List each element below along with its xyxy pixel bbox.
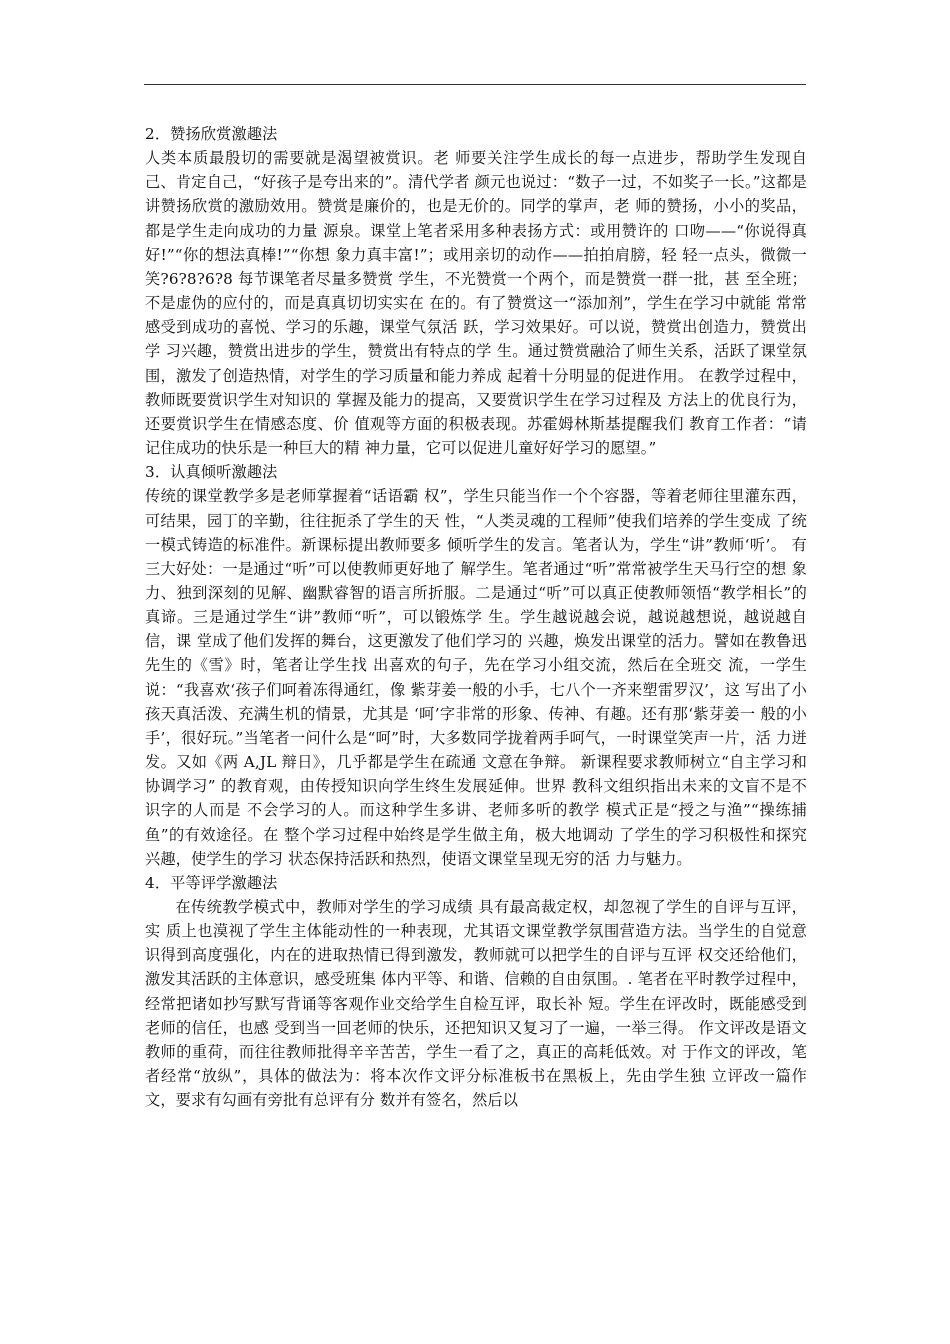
section-heading: 2．赞扬欣赏激趣法: [145, 125, 278, 143]
section-heading: 4．平等评学激趣法: [145, 873, 278, 892]
document-body: [145, 122, 807, 1112]
section-careful-listening: [145, 460, 807, 871]
section-paragraph: 在传统教学模式中，教师对学生的学习成绩 具有最高裁定权，却忽视了学生的自评与互评，实 质上也漠视了学生主体能动性的一种表现，尤其语文课堂教学氛围营造方法。当学生的自觉意识得到高度强化，内在的进取热情已得到激发，教师就可以把学生的自评与互评 权交还给他们，激发其活跃的主体意识，感受班集 体内平等、和谐、信赖的自由氛围。. 笔者在平时教学过程中，经常把诸如抄写默写背诵等客观作业交给学生自检互评，取长补 短。学生在评改时，既能感受到老师的信任，也感 受到当一回老师的快乐，还把知识又复习了一遍，一举三得。 作文评改是语文教师的重荷，而往往教师批得辛辛苦苦，学生一看了之，真正的高耗低效。对 于作文的评改，笔者经常“放纵”，具体的做法为：将本次作文评分标准板书在黑板上，先由学生独 立评改一篇作文，要求有勾画有旁批有总评有分 数并有签名，然后以: [145, 898, 807, 1110]
section-paragraph: 人类本质最殷切的需要就是渴望被赏识。老 师要关注学生成长的每一点进步，帮助学生发现自己、肯定自己，“好孩子是夸出来的”。清代学者 颜元也说过：“数子一过，不如奖子一长。”这都是 讲赞扬欣赏的激励效用。赞赏是廉价的，也是无价的。同学的掌声，老 师的赞扬，小小的奖品，都是学生走向成功的力量 源泉。课堂上笔者采用多种表扬方式：或用赞许的 口吻——“你说得真好!”“你的想法真棒!”“你想 象力真丰富!”；或用亲切的动作——拍拍肩膀，轻 轻一点头，微微一笑?6?8?6?8 每节课笔者尽量多赞赏 学生，不光赞赏一个两个，而是赞赏一群一批，甚 至全班；不是虚伪的应付的，而是真真切切实实在 在的。有了赞赏这一“添加剂”，学生在学习中就能 常常感受到成功的喜悦、学习的乐趣，课堂气氛活 跃，学习效果好。可以说，赞赏出创造力，赞赏出学 习兴趣，赞赏出进步的学生，赞赏出有特点的学 生。通过赞赏融洽了师生关系，活跃了课堂氛围，激发了创造热情，对学生的学习质量和能力养成 起着十分明显的促进作用。 在教学过程中，教师既要赏识学生对知识的 掌握及能力的提高，又要赏识学生在学习过程及 方法上的优良行为，还要赏识学生在情感态度、价 值观等方面的积极表现。苏霍姆林斯基提醒我们 教育工作者：“请记住成功的快乐是一种巨大的精 神力量，它可以促进儿童好好学习的愿望。”: [145, 149, 807, 458]
section-heading: 3．认真倾听激趣法: [145, 463, 278, 482]
section-paragraph: 传统的课堂教学多是老师掌握着“话语霸 权”，学生只能当作一个个容器，等着老师往里灌东西，可结果，园丁的辛勤，往往扼杀了学生的天 性，“人类灵魂的工程师”使我们培养的学生变成 了统一模式铸造的标准件。新课标提出教师要多 倾听学生的发言。笔者认为，学生“讲”教师‘听’。 有三大好处：一是通过“听”可以使教师更好地了 解学生。笔者通过“听”常常被学生天马行空的想 象力、独到深刻的见解、幽默睿智的语言所折服。二是通过“听”可以真正使教师领悟“教学相长”的 真谛。三是通过学生“讲”教师“听”，可以锻炼学 生。学生越说越会说，越说越想说，越说越自信，课 堂成了他们发挥的舞台，这更激发了他们学习的 兴趣，焕发出课堂的活力。譬如在教鲁迅先生的《雪》时，笔者让学生找 出喜欢的句子，先在学习小组交流，然后在全班交 流，一学生说：“我喜欢‘孩子们呵着冻得通红，像 紫芽姜一般的小手，七八个一齐来塑雷罗汉’，这 写出了小孩天真活泼、充满生机的情景，尤其是 ‘呵’字非常的形象、传神、有趣。还有那‘紫芽姜一 般的小手’，很好玩。”当笔者一问什么是“呵”时，大多数同学拢着两手呵气，一时课堂笑声一片，活 力迸发。又如《两 A,JL 辩日》，几乎都是学生在疏通 文意在争辩。 新课程要求教师树立“自主学习和协调学习” 的教育观，由传授知识向学生终生发展延伸。世界 教科文组织指出未来的文盲不是不识字的人而是 不会学习的人。而这种学生多讲、老师多听的教学 模式正是“授之与渔”“操练捕鱼”的有效途径。在 整个学习过程中始终是学生做主角，极大地调动 了学生的学习积极性和探究兴趣，使学生的学习 状态保持活跃和热烈，使语文课堂呈现无穷的活 力与魅力。: [145, 487, 807, 868]
section-equal-evaluation: [145, 871, 807, 1113]
section-praise-appreciation: [145, 122, 807, 460]
header-rule: [144, 84, 806, 85]
